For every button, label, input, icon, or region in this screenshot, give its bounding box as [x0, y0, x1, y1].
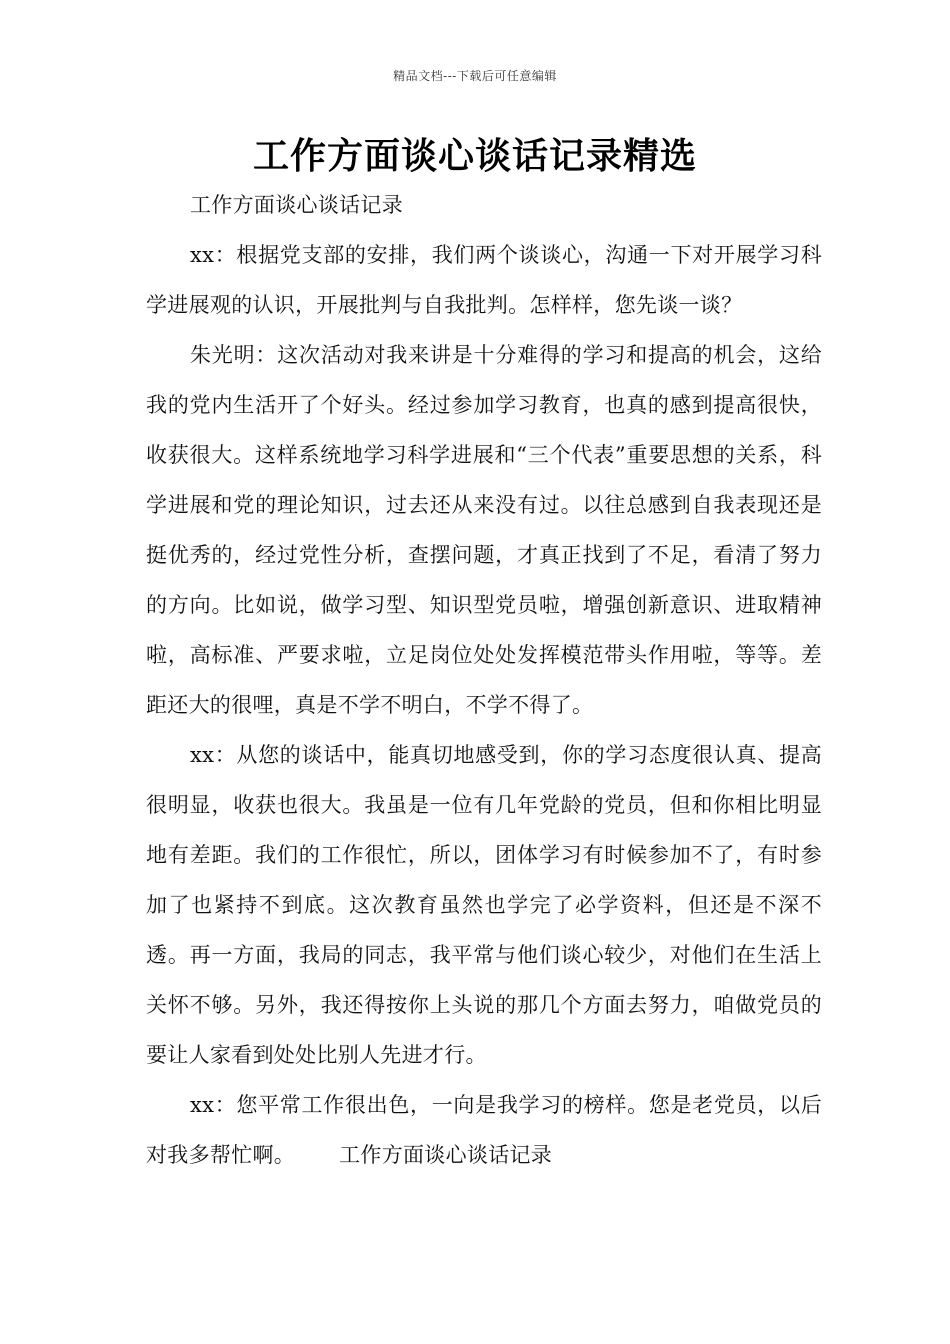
document-body	[146, 180, 822, 1180]
header-note: 精品文档---下载后可任意编辑	[393, 69, 557, 83]
document-title: 工作方面谈心谈话记录精选	[252, 136, 697, 177]
trailing-title: 工作方面谈心谈话记录	[339, 1143, 553, 1167]
paragraph: 朱光明：这次活动对我来讲是十分难得的学习和提高的机会，这给我的党内生活开了个好头。经过参加学习教育，也真的感到提高很快，收获很大。这样系统地学习科学进展和“三个代表”重要思想的关系，科学进展和党的理论知识，过去还从来没有过。以往总感到自我表现还是挺优秀的，经过党性分析，查摆问题，才真正找到了不足，看清了努力的方向。比如说，做学习型、知识型党员啦，增强创新意识、进取精神啦，高标准、严要求啦，立足岗位处处发挥模范带头作用啦，等等。差距还大的很哩，真是不学不明白，不学不得了。	[146, 343, 822, 717]
paragraph: xx：从您的谈话中，能真切地感受到，你的学习态度很认真、提高很明显，收获也很大。我虽是一位有几年党龄的党员，但和你相比明显地有差距。我们的工作很忙，所以，团体学习有时候参加不了，有时参加了也紧持不到底。这次教育虽然也学完了必学资料，但还是不深不透。再一方面，我局的同志，我平常与他们谈心较少，对他们在生活上关怀不够。另外，我还得按你上头说的那几个方面去努力，咱做党员的要让人家看到处处比别人先进才行。	[146, 743, 822, 1067]
paragraph-text: xx：您平常工作很出色，一向是我学习的榜样。您是老党员，以后对我多帮忙啊。	[146, 1093, 822, 1167]
paragraph: xx：根据党支部的安排，我们两个谈谈心，沟通一下对开展学习科学进展观的认识，开展批判与自我批判。怎样样，您先谈一谈？	[146, 243, 822, 317]
subtitle: 工作方面谈心谈话记录	[190, 193, 403, 217]
paragraph-last	[146, 1080, 822, 1180]
